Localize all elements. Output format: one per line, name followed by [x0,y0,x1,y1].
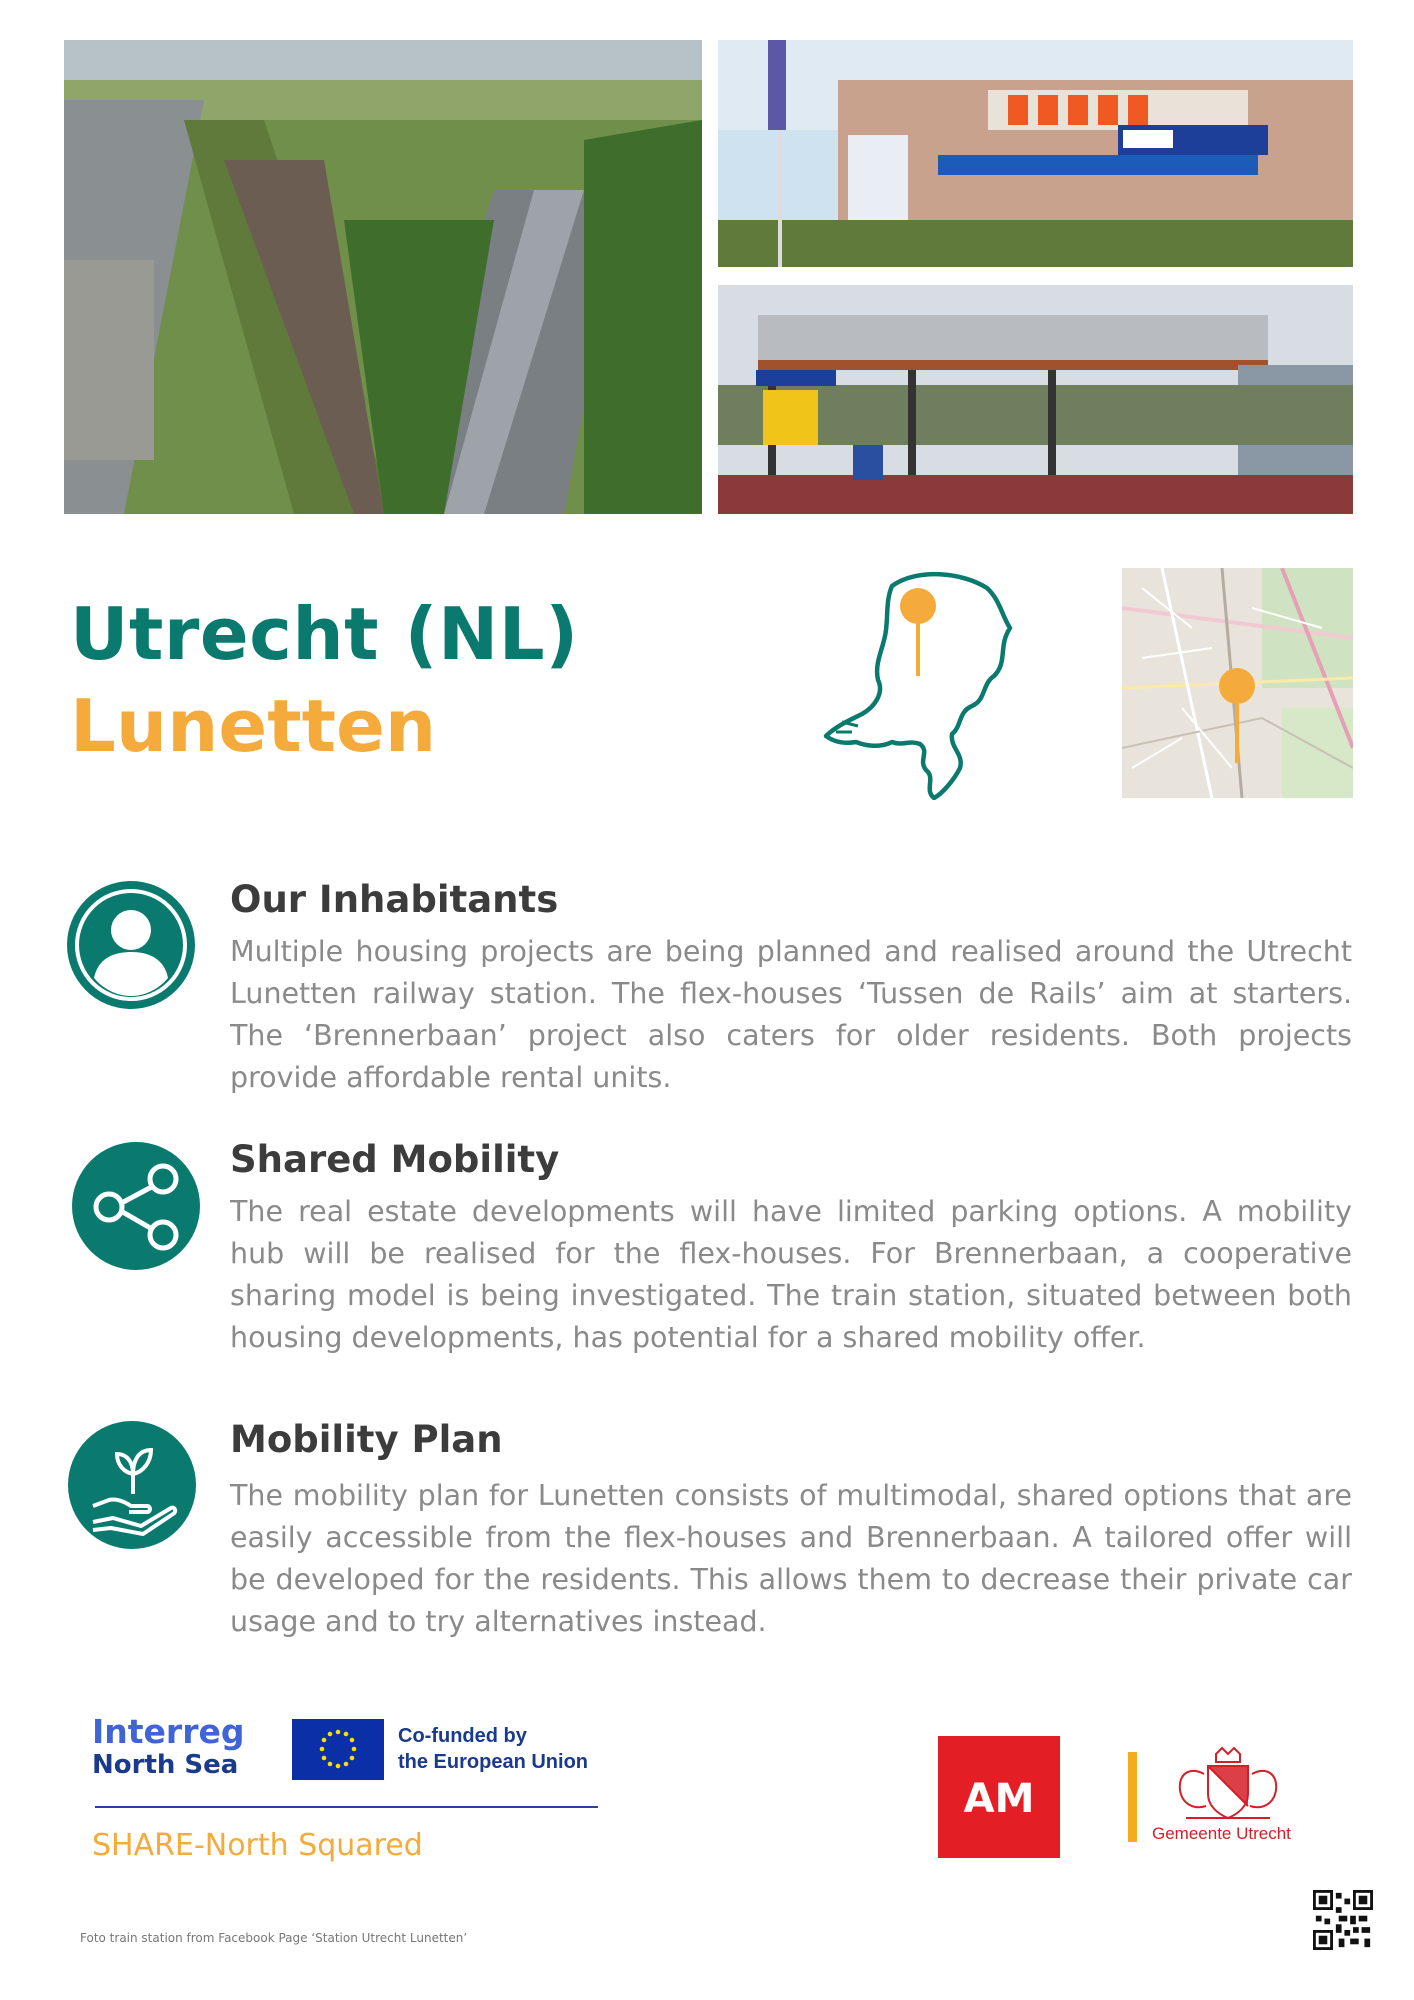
utrecht-divider [1128,1752,1137,1842]
cofunded-line-1: Co-funded by [398,1725,527,1747]
footer-divider [95,1806,598,1808]
section-text-mobility-plan: The mobility plan for Lunetten consists of multimodal, shared options that are easily accessible from the flex-houses and Brennerbaan. A tailored offer will be developed for the residents. This allows them to decrease their private car usage and to try alternatives instead. [230,1479,1352,1638]
section-title-inhabitants: Our Inhabitants [230,878,559,921]
interreg-logo [92,1712,245,1781]
photo-credit: Foto train station from Facebook Page ‘Station Utrecht Lunetten’ [80,1931,468,1945]
page-title: Utrecht (NL) [70,592,579,676]
share-icon [69,1139,203,1273]
cofunded-label [398,1723,588,1775]
netherlands-map-icon [822,566,1028,800]
am-logo [938,1736,1060,1858]
qr-code-icon [1313,1890,1373,1950]
interreg-wordmark: Interreg [92,1712,245,1751]
section-text-inhabitants: Multiple housing projects are being planned and realised around the Utrecht Lunetten railway station. The flex-houses ‘Tussen de Rails’ aim at starters. The ‘Brennerbaan’ project also caters for older residents. Both projects provide affordable rental units. [230,935,1352,1094]
project-name: SHARE-North Squared [92,1828,423,1863]
page-subtitle: Lunetten [70,684,437,768]
person-icon [64,878,198,1012]
portaal-building-photo [718,40,1353,267]
aerial-highway-photo [64,40,702,514]
utrecht-crest-icon [1166,1744,1290,1824]
interreg-region: North Sea [92,1750,239,1780]
am-logo-text: AM [963,1776,1035,1822]
city-location-map [1122,568,1353,798]
plant-hand-icon [65,1418,199,1552]
section-text-shared-mobility: The real estate developments will have limited parking options. A mobility hub will be realised for the flex-houses. For Brennerbaan, a cooperative sharing model is being investigated. The train station, situated between both housing developments, has potential for a shared mobility offer. [230,1195,1352,1354]
station-photo [718,285,1353,514]
cofunded-line-2: the European Union [398,1751,588,1773]
section-title-shared-mobility: Shared Mobility [230,1138,560,1181]
gemeente-utrecht-label: Gemeente Utrecht [1152,1824,1291,1843]
eu-flag-icon [292,1719,384,1780]
section-title-mobility-plan: Mobility Plan [230,1418,503,1461]
